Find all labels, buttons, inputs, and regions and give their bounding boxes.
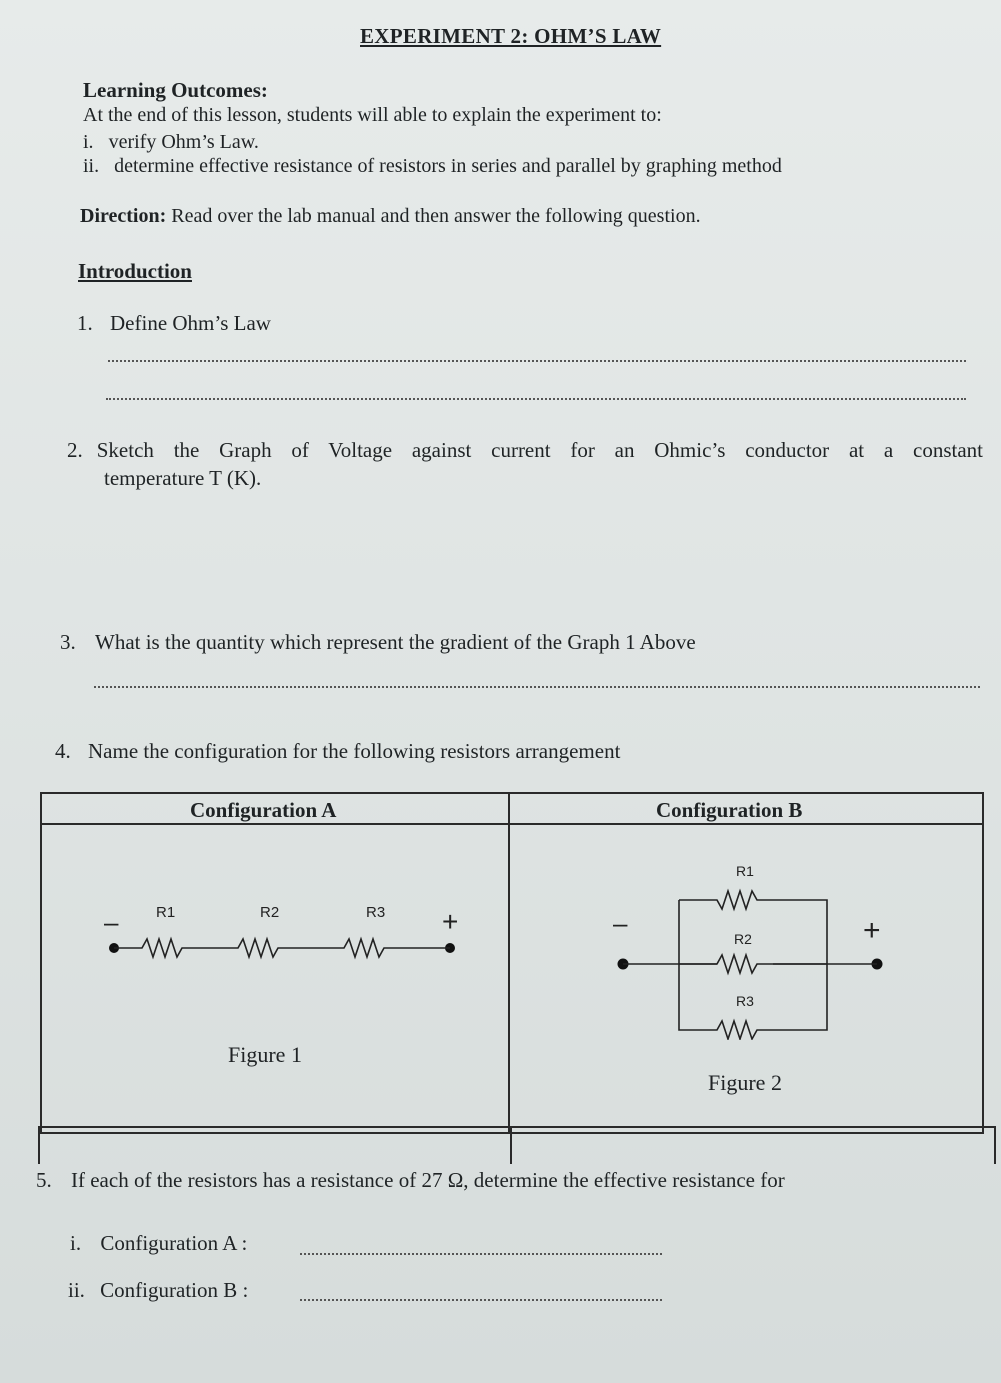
table-divider	[510, 1128, 512, 1164]
negative-terminal-sign: –	[613, 908, 628, 938]
question-text: Define Ohm’s Law	[110, 311, 271, 335]
direction-text: Read over the lab manual and then answer the following question.	[171, 205, 701, 227]
question-text: Name the configuration for the following resistors arrangement	[88, 739, 621, 763]
figure-1-caption: Figure 1	[228, 1042, 302, 1067]
introduction-heading: Introduction	[78, 259, 192, 283]
outcome-number: i.	[83, 131, 94, 153]
answer-label: Configuration A :	[100, 1231, 248, 1255]
learning-outcomes-heading: Learning Outcomes:	[83, 78, 268, 102]
question-number: 2.	[67, 438, 83, 462]
answer-line[interactable]	[108, 360, 966, 362]
table-divider	[508, 794, 510, 1132]
question-1	[77, 311, 271, 336]
middle-branch-wire	[679, 955, 827, 973]
table-header-rule	[42, 823, 982, 825]
question-3	[60, 630, 696, 655]
series-wire	[114, 939, 450, 957]
question-number: 4.	[55, 739, 71, 763]
answer-line[interactable]	[94, 686, 980, 688]
config-a-header: Configuration A	[190, 798, 337, 822]
question-5	[36, 1168, 785, 1193]
resistor-label: R3	[736, 993, 754, 1009]
answer-number: ii.	[68, 1278, 85, 1302]
question-number: 1.	[77, 311, 93, 335]
question-text: What is the quantity which represent the gradient of the Graph 1 Above	[95, 630, 696, 654]
answer-line[interactable]	[106, 398, 966, 400]
positive-terminal-sign: +	[863, 914, 881, 947]
answer-line[interactable]	[300, 1253, 662, 1255]
answer-label: Configuration B :	[100, 1278, 249, 1302]
page-title: EXPERIMENT 2: OHM’S LAW	[360, 24, 662, 48]
answer-number: i.	[70, 1231, 82, 1255]
outcome-number: ii.	[83, 155, 100, 177]
resistor-label: R2	[734, 931, 752, 947]
answer-config-b	[68, 1278, 248, 1303]
parallel-loop-wire	[679, 891, 827, 1039]
question-text: If each of the resistors has a resistance of 27 Ω, determine the effective resistance for	[71, 1168, 785, 1192]
question-text: Sketch the Graph of Voltage against current for an Ohmic’s conductor at a constant	[96, 438, 983, 462]
question-line	[67, 438, 983, 463]
outcome-text: determine effective resistance of resistors in series and parallel by graphing method	[114, 155, 782, 177]
outcome-text: verify Ohm’s Law.	[108, 131, 259, 153]
resistor-label: R2	[260, 904, 280, 921]
resistor-label: R3	[366, 904, 386, 921]
question-text-continued: temperature T (K).	[104, 466, 262, 490]
question-2	[67, 438, 983, 463]
direction	[80, 205, 701, 228]
answer-config-a	[70, 1231, 247, 1256]
positive-terminal-sign: +	[442, 906, 459, 937]
resistor-label: R1	[156, 904, 176, 921]
direction-label: Direction:	[80, 205, 167, 227]
figure-2-caption: Figure 2	[708, 1070, 782, 1095]
negative-terminal-sign: –	[104, 907, 119, 937]
config-b-header: Configuration B	[656, 798, 803, 822]
series-circuit-diagram	[90, 895, 480, 975]
answer-line[interactable]	[300, 1299, 662, 1301]
outcome-item	[83, 155, 782, 178]
question-number: 5.	[36, 1168, 52, 1192]
question-4	[55, 739, 620, 764]
parallel-circuit-diagram	[605, 860, 905, 1040]
resistor-label: R1	[736, 863, 754, 879]
learning-outcomes-intro: At the end of this lesson, students will able to explain the experiment to:	[83, 104, 662, 126]
question-number: 3.	[60, 630, 76, 654]
table-extra-row	[38, 1126, 996, 1164]
outcome-item	[83, 131, 259, 154]
